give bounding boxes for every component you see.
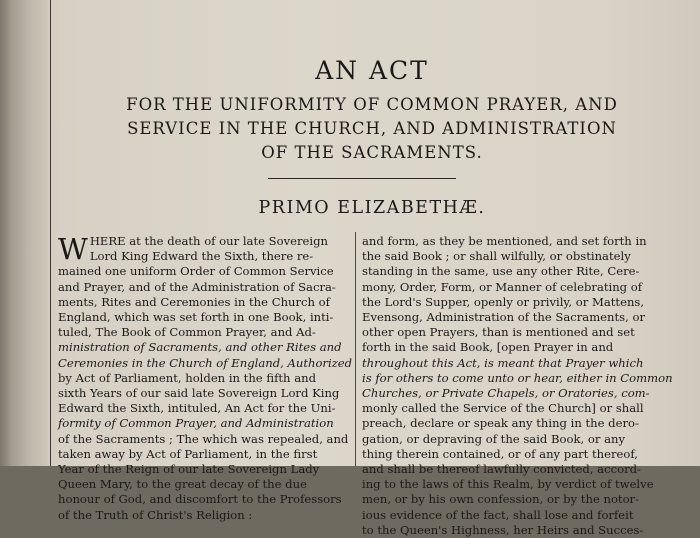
text-line: Evensong, Administration of the Sacraments, or bbox=[362, 310, 646, 325]
act-title: AN ACT bbox=[315, 56, 429, 85]
text-line: monly called the Service of the Church] or shall bbox=[362, 401, 644, 416]
text-line: Lord King Edward the Sixth, there re- bbox=[89, 249, 314, 264]
text-line: and form, as they be mentioned, and set forth in bbox=[362, 234, 647, 248]
subtitle-line: FOR THE UNIFORMITY OF COMMON PRAYER, AND bbox=[126, 95, 618, 114]
text-line: and Prayer, and of the Administration of Sacra- bbox=[58, 279, 336, 294]
text-line: mony, Order, Form, or Manner of celebrating of bbox=[362, 279, 643, 294]
text-line: Churches, or Private Chapels, or Oratories, com- bbox=[362, 386, 650, 401]
text-line: ments, Rites and Ceremonies in the Church of bbox=[58, 294, 330, 309]
subtitle-line: OF THE SACRAMENTS. bbox=[261, 143, 483, 162]
right-column bbox=[362, 234, 673, 538]
text-line: gation, or depraving of the said Book, or any bbox=[362, 431, 626, 446]
text-line: sixth Years of our said late Sovereign Lord King bbox=[58, 386, 340, 401]
text-line: of the Sacraments ; The which was repealed, and bbox=[58, 431, 349, 446]
text-line: thing therein contained, or of any part thereof, bbox=[362, 446, 638, 461]
text-line: Ceremonies in the Church of England, Authorized bbox=[58, 355, 353, 370]
text-line: ing to the laws of this Realm, by verdict of twelve bbox=[362, 477, 654, 492]
column-divider bbox=[355, 232, 356, 466]
text-line: honour of God, and discomfort to the Professors bbox=[58, 492, 342, 507]
text-line: men, or by his own confession, or by the notor- bbox=[362, 492, 640, 507]
printed-page bbox=[52, 0, 692, 537]
page-border-rule bbox=[50, 0, 51, 466]
text-line: formity of Common Prayer, and Administration bbox=[58, 416, 334, 431]
title-divider bbox=[268, 178, 456, 179]
text-line: is for others to come unto or hear, either in Common bbox=[362, 370, 673, 385]
text-line: ministration of Sacraments, and other Rites and bbox=[58, 340, 342, 355]
text-line: mained one uniform Order of Common Service bbox=[58, 264, 334, 279]
section-heading: PRIMO ELIZABETHÆ. bbox=[258, 198, 486, 218]
text-line: taken away by Act of Parliament, in the first bbox=[58, 446, 318, 461]
text-line: tuled, The Book of Common Prayer, and Ad- bbox=[58, 325, 316, 340]
text-line: Queen Mary, to the great decay of the due bbox=[58, 477, 307, 492]
text-line: Edward the Sixth, intituled, An Act for the Uni- bbox=[58, 401, 336, 416]
left-column bbox=[58, 232, 353, 523]
text-line: other open Prayers, than is mentioned and set bbox=[362, 325, 635, 340]
text-line: throughout this Act, is meant that Prayer which bbox=[362, 355, 644, 370]
text-line: forth in the said Book, [open Prayer in and bbox=[362, 340, 614, 355]
text-line: Year of the Reign of our late Sovereign Lady bbox=[58, 462, 320, 477]
text-line: and shall be thereof lawfully convicted, accord- bbox=[362, 462, 641, 477]
text-line: standing in the same, use any other Rite, Cere- bbox=[362, 264, 640, 279]
book-gutter bbox=[0, 0, 48, 466]
text-line: of the Truth of Christ's Religion : bbox=[58, 507, 253, 522]
text-line: by Act of Parliament, holden in the fifth and bbox=[58, 370, 316, 385]
text-line: HERE at the death of our late Sovereign bbox=[89, 234, 328, 248]
text-line: the said Book ; or shall wilfully, or obstinately bbox=[362, 249, 631, 264]
act-subtitle bbox=[52, 93, 692, 165]
text-line: preach, declare or speak any thing in the dero- bbox=[362, 416, 639, 431]
subtitle-line: SERVICE IN THE CHURCH, AND ADMINISTRATION bbox=[127, 119, 617, 138]
drop-cap: W bbox=[58, 232, 88, 266]
text-line: ious evidence of the fact, shall lose and forfeit bbox=[362, 507, 634, 522]
text-line: England, which was set forth in one Book, inti- bbox=[58, 310, 334, 325]
text-line: the Lord's Supper, openly or privily, or Mattens, bbox=[362, 294, 645, 309]
text-line: to the Queen's Highness, her Heirs and Succes- bbox=[362, 522, 644, 537]
